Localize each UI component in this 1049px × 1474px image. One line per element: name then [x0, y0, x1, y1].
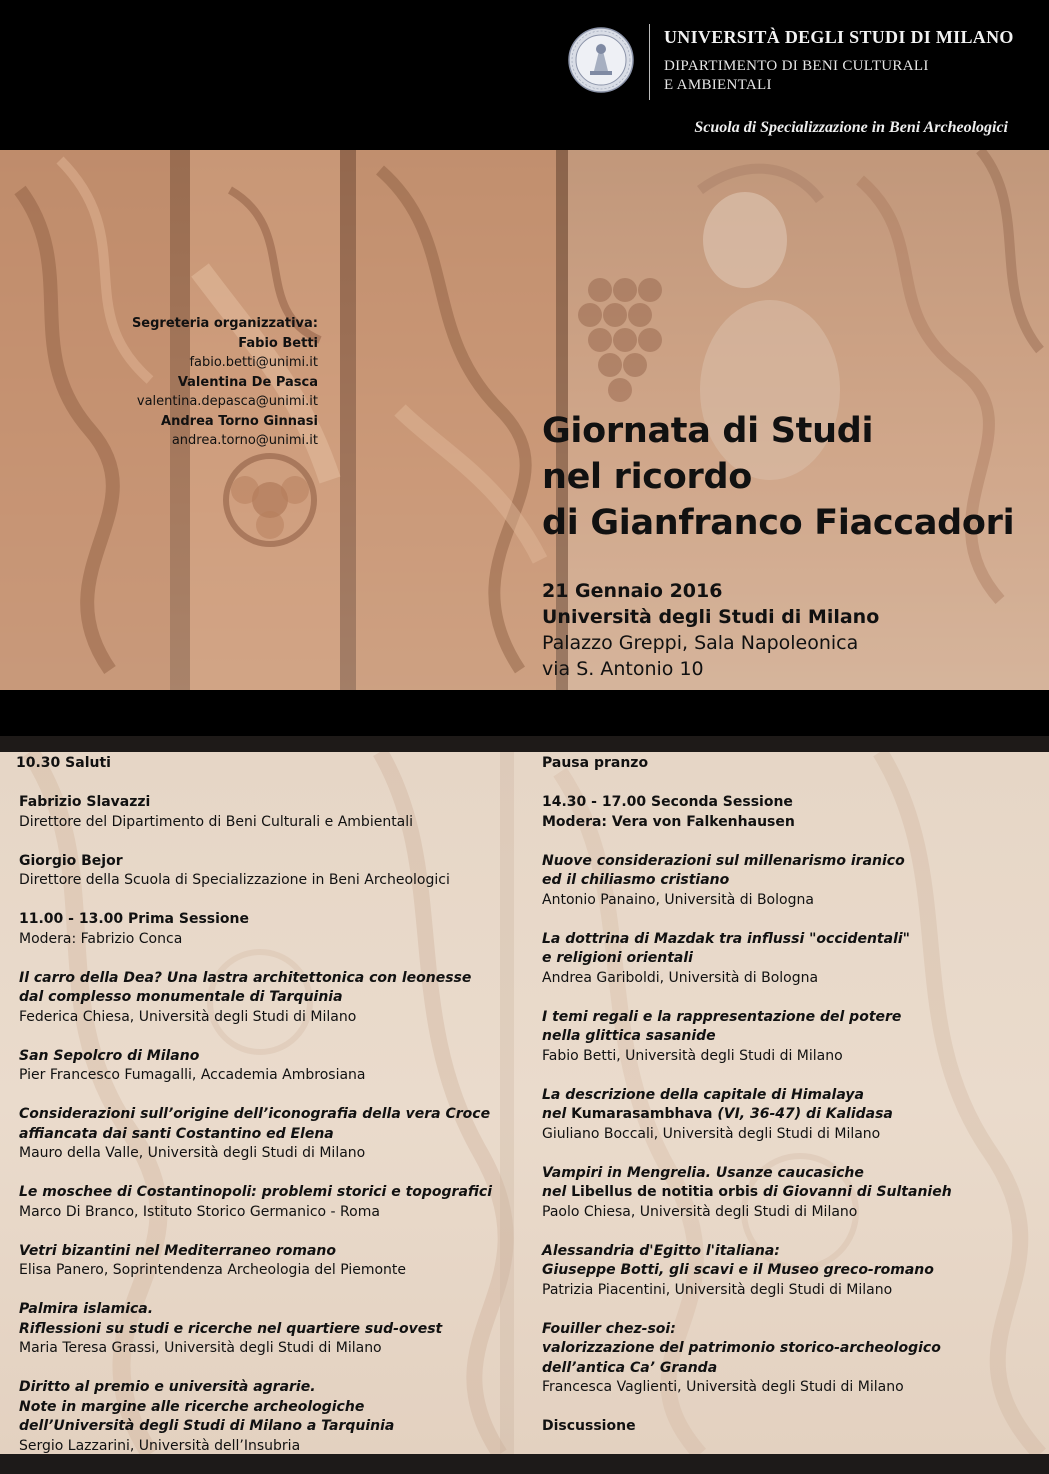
talk-speaker: Marco Di Branco, Istituto Storico Germanico - Roma: [19, 1203, 380, 1220]
session-moderator: Modera: Vera von Falkenhausen: [542, 813, 795, 830]
talk-title: La dottrina di Mazdak tra influssi "occidentali": [542, 930, 910, 947]
program-item: [16, 754, 519, 774]
talk-item: [19, 1378, 519, 1454]
talk-item: [19, 1242, 519, 1281]
contact-email[interactable]: andrea.torno@unimi.it: [171, 433, 318, 448]
talk-title: Vampiri in Mengrelia. Usanze caucasiche: [542, 1164, 864, 1181]
event-address: via S. Antonio 10: [542, 658, 704, 680]
talk-item: [542, 1320, 1042, 1398]
talk-title: Palmira islamica.: [19, 1301, 154, 1317]
talk-item: [19, 1183, 519, 1222]
talk-title: Riflessioni su studi e ricerche nel quartiere sud-ovest: [19, 1320, 443, 1337]
talk-item: [542, 852, 1042, 911]
talk-item: [542, 1086, 1042, 1145]
talk-title: affiancata dai santi Costantino ed Elena: [19, 1125, 334, 1142]
talk-title: valorizzazione del patrimonio storico-archeologico: [542, 1340, 941, 1356]
talk-item: [19, 1105, 519, 1164]
talk-title: I temi regali e la rappresentazione del potere: [542, 1008, 902, 1025]
talk-speaker: Giuliano Boccali, Università degli Studi di Milano: [542, 1125, 881, 1142]
talk-item: [542, 1242, 1042, 1301]
talk-title: Nuove considerazioni sul millenarismo iranico: [542, 852, 905, 869]
talk-speaker: Francesca Vaglienti, Università degli Studi di Milano: [542, 1379, 904, 1395]
event-room: Palazzo Greppi, Sala Napoleonica: [542, 632, 859, 654]
talk-title: Fouiller chez-soi:: [542, 1320, 676, 1337]
program-item: [19, 910, 519, 949]
talk-speaker: Fabio Betti, Università degli Studi di Milano: [542, 1047, 843, 1064]
header-bar: [0, 0, 1049, 150]
contact-name: Valentina De Pasca: [177, 374, 318, 390]
talk-item: [19, 969, 519, 1028]
event-venue: Università degli Studi di Milano: [542, 606, 880, 628]
talk-title: nel Libellus de notitia orbis di Giovanni di Sultanieh: [542, 1184, 952, 1200]
separator-band-dark: [0, 736, 1049, 752]
talk-speaker: Maria Teresa Grassi, Università degli Studi di Milano: [19, 1340, 382, 1356]
session-heading: 11.00 - 13.00 Prima Sessione: [19, 911, 249, 927]
program-item: [19, 852, 519, 891]
program-item: [19, 793, 519, 832]
program-column-afternoon: [542, 754, 1042, 1454]
talk-title: Le moschee di Costantinopoli: problemi storici e topografici: [19, 1184, 493, 1200]
talk-title: e religioni orientali: [542, 950, 693, 966]
talk-title: Vetri bizantini nel Mediterraneo romano: [19, 1242, 337, 1259]
talk-title: Alessandria d'Egitto l'italiana:: [542, 1242, 780, 1259]
department-name: DIPARTIMENTO DI BENI CULTURALI E AMBIENTALI: [664, 58, 929, 93]
lunch-break: Pausa pranzo: [542, 755, 649, 771]
event-date: 21 Gennaio 2016: [542, 580, 723, 602]
talk-title: San Sepolcro di Milano: [19, 1047, 200, 1064]
speaker-name: Giorgio Bejor: [19, 852, 123, 869]
footer-bar: [0, 1454, 1049, 1474]
talk-title: Note in margine alle ricerche archeologiche: [19, 1398, 365, 1415]
contact-name: Fabio Betti: [238, 335, 318, 351]
talk-item: [542, 1164, 1042, 1223]
university-seal-icon: [568, 27, 634, 93]
speaker-role: Direttore del Dipartimento di Beni Culturali e Ambientali: [19, 813, 414, 830]
university-name: UNIVERSITÀ DEGLI STUDI DI MILANO: [664, 27, 1014, 47]
talk-title: nella glittica sasanide: [542, 1028, 716, 1044]
talk-item: [19, 1047, 519, 1086]
talk-speaker: Mauro della Valle, Università degli Studi di Milano: [19, 1145, 366, 1161]
talk-item: [19, 1300, 519, 1359]
talk-title: Diritto al premio e università agrarie.: [19, 1379, 316, 1395]
talk-speaker: Patrizia Piacentini, Università degli Studi di Milano: [542, 1281, 893, 1298]
talk-item: [542, 930, 1042, 989]
organizing-secretariat: [132, 314, 318, 451]
session-heading: 10.30 Saluti: [16, 755, 111, 771]
talk-speaker: Andrea Gariboldi, Università di Bologna: [542, 969, 819, 986]
program-column-morning: [16, 754, 519, 1454]
session-moderator: Modera: Fabrizio Conca: [19, 930, 183, 947]
talk-speaker: Paolo Chiesa, Università degli Studi di Milano: [542, 1203, 858, 1220]
talk-item: [542, 1008, 1042, 1067]
header-divider: [649, 24, 650, 100]
talk-title: dell’antica Ca’ Granda: [542, 1359, 718, 1376]
event-details: [542, 578, 879, 682]
event-title: Giornata di Studi nel ricordo di Gianfranco Fiaccadori: [542, 411, 1015, 543]
talk-title: La descrizione della capitale di Himalaya: [542, 1086, 864, 1103]
talk-title: nel Kumarasambhava (VI, 36-47) di Kalidasa: [542, 1106, 893, 1122]
speaker-name: Fabrizio Slavazzi: [19, 794, 151, 810]
speaker-role: Direttore della Scuola di Specializzazione in Beni Archeologici: [19, 872, 450, 888]
contact-email[interactable]: fabio.betti@unimi.it: [189, 355, 318, 370]
separator-band: [0, 690, 1049, 736]
program-item: [542, 793, 1042, 832]
program-section: [0, 752, 1049, 1454]
talk-title: Giuseppe Botti, gli scavi e il Museo greco-romano: [542, 1262, 934, 1278]
contact-name: Andrea Torno Ginnasi: [161, 413, 318, 429]
talk-speaker: Pier Francesco Fumagalli, Accademia Ambrosiana: [19, 1067, 366, 1083]
talk-title: ed il chiliasmo cristiano: [542, 872, 730, 888]
program-item: [542, 754, 1042, 774]
session-heading: 14.30 - 17.00 Seconda Sessione: [542, 794, 793, 810]
contact-email[interactable]: valentina.depasca@unimi.it: [136, 394, 318, 409]
talk-speaker: Federica Chiesa, Università degli Studi di Milano: [19, 1008, 357, 1025]
talk-title: Il carro della Dea? Una lastra architettonica con leonesse: [19, 969, 472, 986]
school-name: Scuola di Specializzazione in Beni Archeologici: [694, 119, 1008, 136]
talk-speaker: Elisa Panero, Soprintendenza Archeologia del Piemonte: [19, 1262, 407, 1278]
program-item: [542, 1417, 1042, 1437]
secretariat-heading: Segreteria organizzativa:: [131, 316, 318, 331]
talk-speaker: Sergio Lazzarini, Università dell’Insubria: [19, 1437, 301, 1454]
talk-speaker: Antonio Panaino, Università di Bologna: [542, 891, 814, 908]
discussion-heading: Discussione: [542, 1418, 636, 1434]
talk-title: dal complesso monumentale di Tarquinia: [19, 989, 343, 1005]
talk-title: Considerazioni sull’origine dell’iconografia della vera Croce: [19, 1106, 491, 1122]
talk-title: dell’Università degli Studi di Milano a Tarquinia: [19, 1418, 395, 1434]
